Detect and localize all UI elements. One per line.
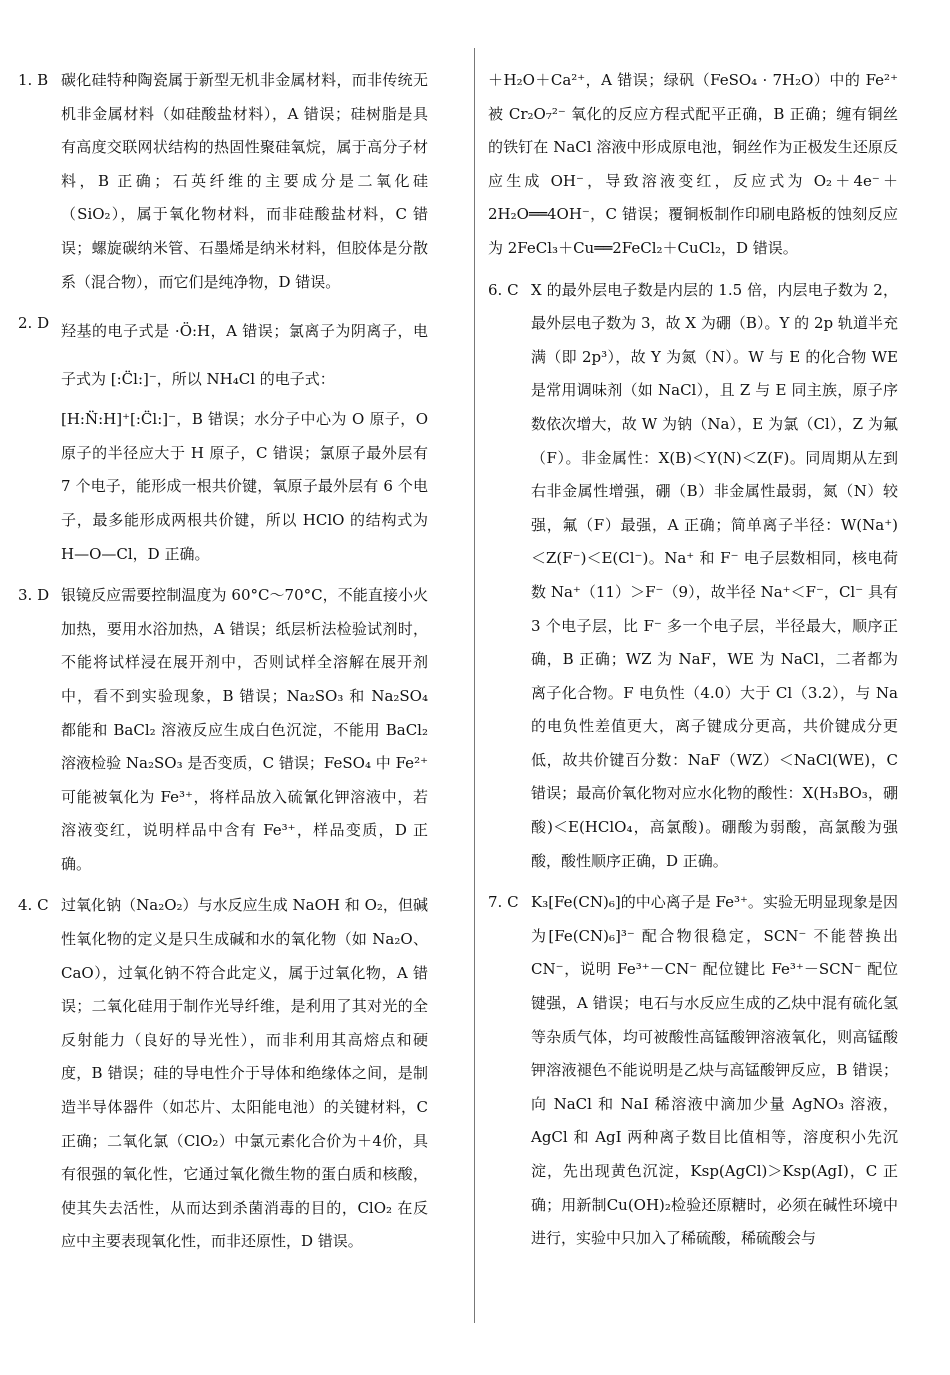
answer-text: 银镜反应需要控制温度为 60°C～70°C，不能直接小火加热，要用水浴加热，A 错误；纸层析法检验试剂时，不能将试样浸在展开剂中，否则试样全溶解在展开剂中，看不到实验现象，B 错误；Na₂SO₃ 和 Na₂SO₄ 都能和 BaCl₂ 溶液反应生成白色沉淀，不能用 BaCl₂ 溶液检验 Na₂SO₃ 是否变质，C 错误；FeSO₄ 中 Fe²⁺ 可能被氧化为 Fe³⁺，将样品放入硫氰化钾溶液中，若溶液变红，说明样品中含有 Fe³⁺，样品变质，D 正确。 <box>61 586 428 873</box>
answer-item-6 <box>488 274 898 879</box>
answer-text: 碳化硅特种陶瓷属于新型无机非金属材料，而非传统无机非金属材料（如硅酸盐材料），A 错误；硅树脂是具有高度交联网状结构的热固性聚硅氧烷，属于高分子材料，B 正确；石英纤维的主要成分是二氧化硅（SiO₂），属于氧化物材料，而非硅酸盐材料，C 错误；螺旋碳纳米管、石墨烯是纳米材料，但胶体是分散系（混合物），而它们是纯净物，D 错误。 <box>61 71 428 291</box>
answer-item-7 <box>488 886 898 1256</box>
answer-number: 6. C <box>488 280 519 299</box>
left-column <box>18 64 428 1267</box>
answer-text: X 的最外层电子数是内层的 1.5 倍，内层电子数为 2，最外层电子数为 3，故 X 为硼（B）。Y 的 2p 轨道半充满（即 2p³），故 Y 为氮（N）。W 与 E 的化合物 WE 是常用调味剂（如 NaCl），且 Z 与 E 同主族，原子序数依次增大，故 W 为钠（Na），E 为氯（Cl），Z 为氟（F）。非金属性：X(B)＜Y(N)＜Z(F)。同周期从左到右非金属性增强，硼（B）非金属性最弱，氮（N）较强，氟（F）最强，A 正确；简单离子半径：W(Na⁺)＜Z(F⁻)＜E(Cl⁻)。Na⁺ 和 F⁻ 电子层数相同，核电荷数 Na⁺（11）＞F⁻（9），故半径 Na⁺＜F⁻，Cl⁻ 具有 3 个电子层，比 F⁻ 多一个电子层，半径最大，顺序正确，B 正确；WZ 为 NaF，WE 为 NaCl，二者都为离子化合物。F 电负性（4.0）大于 Cl（3.2），与 Na 的电负性差值更大，离子键成分更高，共价键成分更低，故共价键百分数：NaF（WZ）＜NaCl(WE)，C 错误；最高价氧化物对应水化物的酸性：X(H₃BO₃，硼酸)＜E(HClO₄，高氯酸)。硼酸为弱酸，高氯酸为强酸，酸性顺序正确，D 正确。 <box>531 280 898 870</box>
answer-number: 1. B <box>18 71 49 89</box>
answer-item-5-continued <box>488 64 898 266</box>
answer-number: 4. C <box>18 896 49 915</box>
answer-text: K₃[Fe(CN)₆]的中心离子是 Fe³⁺。实验无明显现象是因为[Fe(CN)₆]³⁻ 配合物很稳定，SCN⁻ 不能替换出 CN⁻，说明 Fe³⁺－CN⁻ 配位键比 Fe³⁺－SCN⁻ 配位键强，A 错误；电石与水反应生成的乙炔中混有硫化氢等杂质气体，均可被酸性高锰酸钾溶液氧化，则高锰酸钾溶液褪色不能说明是乙炔与高锰酸钾反应，B 错误；向 NaCl 和 NaI 稀溶液中滴加少量 AgNO₃ 溶液，AgCl 和 AgI 两种离子数目比值相等，溶度积小先沉淀，先出现黄色沉淀，Ksp(AgCl)＞Ksp(AgI)，C 正确；用新制Cu(OH)₂检验还原糖时，必须在碱性环境中进行，实验中只加入了稀硫酸，稀硫酸会与 <box>531 893 898 1248</box>
answer-item-2 <box>18 307 428 571</box>
answer-text: 过氧化钠（Na₂O₂）与水反应生成 NaOH 和 O₂，但碱性氧化物的定义是只生成碱和水的氧化物（如 Na₂O、CaO），过氧化钠不符合此定义，属于过氧化物，A 错误；二氧化硅用于制作光导纤维，是利用了其对光的全反射能力（良好的导光性），而非利用其高熔点和硬度，B 错误；硅的导电性介于导体和绝缘体之间，是制造半导体器件（如芯片、太阳能电池）的关键材料，C 正确；二氧化氯（ClO₂）中氯元素化合价为＋4价，具有很强的氧化性，它通过氧化微生物的蛋白质和核酸，使其失去活性，从而达到杀菌消毒的目的，ClO₂ 在反应中主要表现氧化性，而非还原性，D 错误。 <box>61 896 428 1251</box>
column-divider <box>474 48 475 1323</box>
right-column <box>488 64 898 1264</box>
answer-text: ＋H₂O＋Ca²⁺，A 错误；绿矾（FeSO₄ · 7H₂O）中的 Fe²⁺ 被 Cr₂O₇²⁻ 氧化的反应方程式配平正确，B 正确；缠有铜丝的铁钉在 NaCl 溶液中形成原电池，铜丝作为正极发生还原反应生成 OH⁻，导致溶液变红，反应式为 O₂＋4e⁻＋2H₂O══4OH⁻，C 错误；覆铜板制作印刷电路板的蚀刻反应为 2FeCl₃＋Cu══2FeCl₂＋CuCl₂，D 错误。 <box>488 71 898 257</box>
answer-number: 7. C <box>488 893 519 912</box>
answer-item-3 <box>18 579 428 881</box>
answer-item-4 <box>18 889 428 1259</box>
answer-item-1 <box>18 64 428 299</box>
answer-number: 3. D <box>18 586 50 605</box>
answer-number: 2. D <box>18 314 50 333</box>
answer-text-part-a: 羟基的电子式是 ·Ö:H，A 错误；氯离子为阴离子，电子式为 [:C̈l:]⁻，所以 NH₄Cl 的电子式： <box>61 322 428 389</box>
answer-text-part-b: [H:N̈:H]⁺[:C̈l:]⁻，B 错误；水分子中心为 O 原子，O 原子的半径应大于 H 原子，C 错误；氯原子最外层有 7 个电子，能形成一根共价键，氧原子最外层有 6 个电子，最多能形成两根共价键，所以 HClO 的结构式为 H—O—Cl，D 正确。 <box>61 410 428 563</box>
